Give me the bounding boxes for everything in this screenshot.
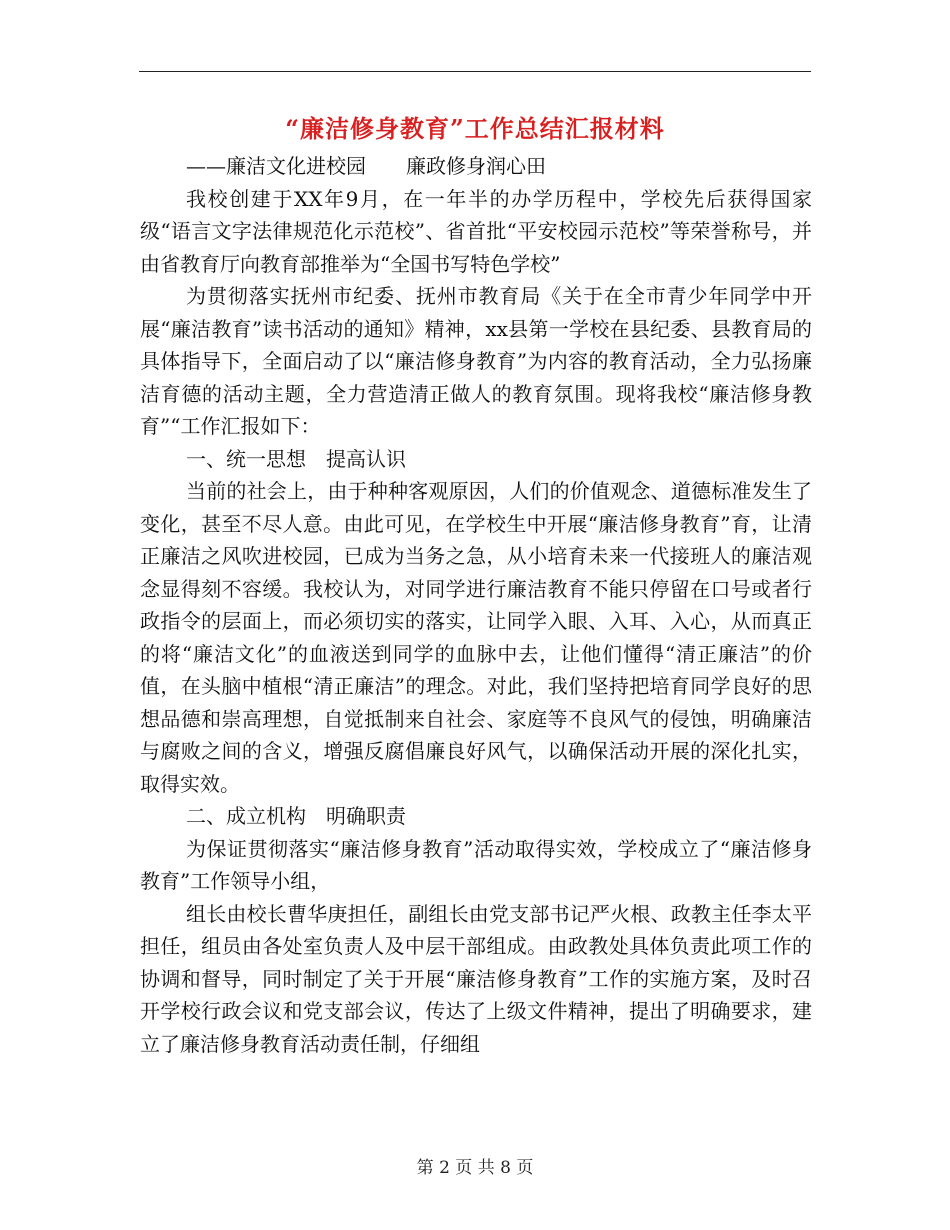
subtitle: ——廉洁文化进校园 廉政修身润心田 xyxy=(186,154,546,178)
section-heading-1: 一、统一思想 提高认识 xyxy=(186,446,406,471)
paragraph-section-1: 当前的社会上，由于种种客观原因，人们的价值观念、道德标准发生了变化，甚至不尽人意。由此可见，在学校生中开展“廉洁修身教育”育，让清正廉洁之风吹进校园，已成为当务之急，从小培育未来一代接班人的廉洁观念显得刻不容缓。我校认为，对同学进行廉洁教育不能只停留在口号或者行政指令的层面上，而必须切实的落实，让同学入眼、入耳、入心，从而真正的将“廉洁文化”的血液送到同学的血脉中去，让他们懂得“清正廉洁”的价值，在头脑中植根“清正廉洁”的理念。对此，我们坚持把培育同学良好的思想品德和崇高理想，自觉抵制来自社会、家庭等不良风气的侵蚀，明确廉洁与腐败之间的含义，增强反腐倡廉良好风气，以确保活动开展的深化扎实，取得实效。 xyxy=(140,479,812,796)
paragraph-section-2a: 为保证贯彻落实“廉洁修身教育”活动取得实效，学校成立了“廉洁修身教育”工作领导小组， xyxy=(140,836,812,893)
document-body xyxy=(140,150,812,1060)
header-rule xyxy=(139,71,811,72)
paragraph-section-2b: 组长由校长曹华庚担任，副组长由党支部书记严火根、政教主任李太平担任，组员由各处室负责人及中层干部组成。由政教处具体负责此项工作的协调和督导，同时制定了关于开展“廉洁修身教育”工作的实施方案，及时召开学校行政会议和党支部会议，传达了上级文件精神，提出了明确要求，建立了廉洁修身教育活动责任制，仔细组 xyxy=(140,901,812,1056)
document-title: “廉洁修身教育”工作总结汇报材料 xyxy=(285,114,665,143)
section-heading-2: 二、成立机构 明确职责 xyxy=(186,804,406,828)
page-number-footer: 第 2 页 共 8 页 xyxy=(416,1158,534,1178)
paragraph-intro: 我校创建于XX年9月，在一年半的办学历程中，学校先后获得国家级“语言文字法律规范化示范校”、省首批“平安校园示范校”等荣誉称号，并由省教育厅向教育部推举为“全国书写特色学校” xyxy=(140,186,812,276)
paragraph-background: 为贯彻落实抚州市纪委、抚州市教育局《关于在全市青少年同学中开展“廉洁教育”读书活动的通知》精神，xx县第一学校在县纪委、县教育局的具体指导下，全面启动了以“廉洁修身教育”为内容的教育活动，全力弘扬廉洁育德的活动主题，全力营造清正做人的教育氛围。现将我校“廉洁修身教育”“工作汇报如下： xyxy=(140,284,812,438)
